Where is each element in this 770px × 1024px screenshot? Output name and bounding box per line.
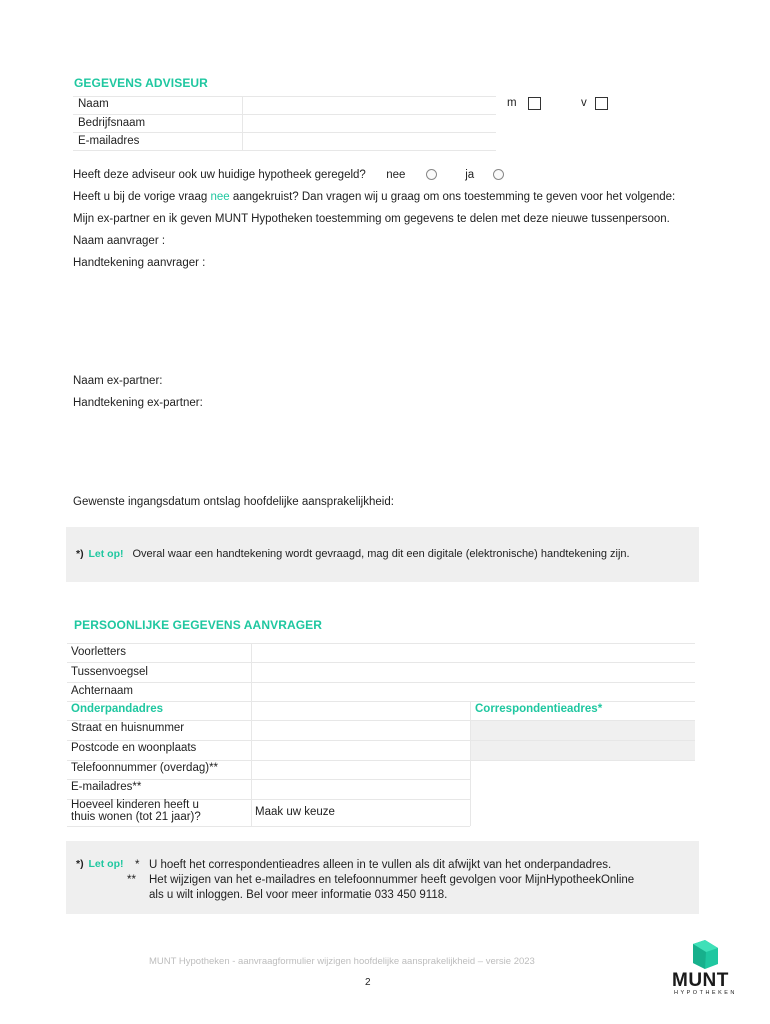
label-nee: nee	[386, 169, 406, 181]
naam-input[interactable]	[242, 96, 497, 114]
label-straat: Straat en huisnummer	[71, 722, 185, 734]
munt-logo	[670, 938, 740, 998]
note-content	[76, 548, 630, 560]
label-email: E-mailadres	[78, 135, 140, 147]
label-email-aanvrager: E-mailadres**	[71, 781, 142, 793]
munt-logo-icon	[670, 938, 740, 970]
checkbox-m[interactable]	[528, 97, 541, 110]
footer-text: MUNT Hypotheken - aanvraagformulier wijzigen hoofdelijke aansprakelijkheid – versie 2023	[149, 956, 535, 967]
bedrijfsnaam-input[interactable]	[242, 114, 497, 132]
note-text: Overal waar een handtekening wordt gevraagd, mag dit een digitale (elektronische) handtekening zijn.	[132, 548, 630, 560]
telefoon-input[interactable]	[252, 761, 470, 779]
toestemming-text: Mijn ex-partner en ik geven MUNT Hypotheken toestemming om gegevens te delen met deze nieuwe tussenpersoon.	[73, 213, 670, 225]
label-telefoon: Telefoonnummer (overdag)**	[71, 762, 219, 774]
label-voorletters: Voorletters	[71, 646, 126, 658]
divider	[73, 150, 496, 151]
divider	[67, 701, 695, 702]
note-box-correspondentie	[66, 841, 699, 914]
postcode-input[interactable]	[252, 741, 470, 760]
radio-ja[interactable]	[493, 169, 504, 180]
label-ingangsdatum: Gewenste ingangsdatum ontslag hoofdelijke aansprakelijkheid:	[73, 496, 394, 508]
signature-area-ex[interactable]	[73, 415, 693, 485]
text-nee-highlight: nee	[210, 191, 230, 203]
logo-text: MUNT	[672, 970, 729, 991]
note2-star1: *	[135, 859, 140, 871]
correspondentie-postcode-input[interactable]	[471, 741, 695, 760]
note2-header	[76, 858, 124, 870]
note-letop: Let op!	[88, 548, 124, 560]
text-post: aangekruist? Dan vragen wij u graag om ons toestemming te geven voor het volgende:	[229, 191, 676, 203]
logo-sub: HYPOTHEKEN	[674, 990, 737, 996]
checkbox-v[interactable]	[595, 97, 608, 110]
correspondentie-straat-input[interactable]	[471, 721, 695, 740]
label-correspondentieadres: Correspondentieadres*	[475, 703, 603, 715]
text-pre: Heeft u bij de vorige vraag	[73, 191, 211, 203]
label-kinderen	[71, 799, 201, 823]
note2-text2a: Het wijzigen van het e-mailadres en telefoonnummer heeft gevolgen voor MijnHypotheekOnline	[149, 874, 635, 886]
label-achternaam: Achternaam	[71, 685, 134, 697]
voorletters-input[interactable]	[252, 644, 695, 662]
note2-letop: Let op!	[88, 858, 124, 870]
note-star: *)	[76, 548, 84, 560]
section-title-adviseur: GEGEVENS ADVISEUR	[74, 76, 208, 90]
label-naam-ex: Naam ex-partner:	[73, 375, 163, 387]
straat-input[interactable]	[252, 721, 470, 740]
label-kinderen-line1: Hoeveel kinderen heeft u	[71, 799, 199, 811]
kinderen-select[interactable]: Maak uw keuze	[255, 806, 335, 818]
note2-star2: **	[127, 874, 136, 886]
page-number: 2	[365, 977, 371, 988]
email-aanvrager-input[interactable]	[252, 780, 470, 799]
vraag-adviseur	[73, 169, 504, 181]
radio-nee[interactable]	[426, 169, 437, 180]
email-input[interactable]	[242, 132, 497, 150]
label-bedrijfsnaam: Bedrijfsnaam	[78, 117, 146, 129]
vraag-text: Heeft deze adviseur ook uw huidige hypotheek geregeld?	[73, 169, 366, 181]
label-handtekening-aanvrager: Handtekening aanvrager :	[73, 257, 206, 269]
vraag-toestemming	[73, 191, 675, 203]
note2-text1: U hoeft het correspondentieadres alleen in te vullen als dit afwijkt van het onderpandadres.	[149, 859, 612, 871]
label-naam: Naam	[78, 98, 109, 110]
label-postcode: Postcode en woonplaats	[71, 742, 197, 754]
note2-star: *)	[76, 858, 84, 870]
label-kinderen-line2: thuis wonen (tot 21 jaar)?	[71, 811, 201, 823]
signature-area-aanvrager[interactable]	[73, 275, 693, 365]
label-handtekening-ex: Handtekening ex-partner:	[73, 397, 203, 409]
label-tussenvoegsel: Tussenvoegsel	[71, 666, 148, 678]
label-m: m	[507, 97, 517, 109]
divider	[67, 826, 470, 827]
note-box-handtekening	[66, 527, 699, 582]
label-ja: ja	[465, 169, 475, 181]
note2-text2b: als u wilt inloggen. Bel voor meer informatie 033 450 9118.	[149, 889, 448, 901]
label-naam-aanvrager: Naam aanvrager :	[73, 235, 166, 247]
achternaam-input[interactable]	[252, 683, 695, 701]
section-title-persoon: PERSOONLIJKE GEGEVENS AANVRAGER	[74, 618, 323, 632]
label-onderpandadres: Onderpandadres	[71, 703, 164, 715]
label-v: v	[581, 97, 587, 109]
tussenvoegsel-input[interactable]	[252, 663, 695, 682]
divider	[470, 701, 471, 826]
